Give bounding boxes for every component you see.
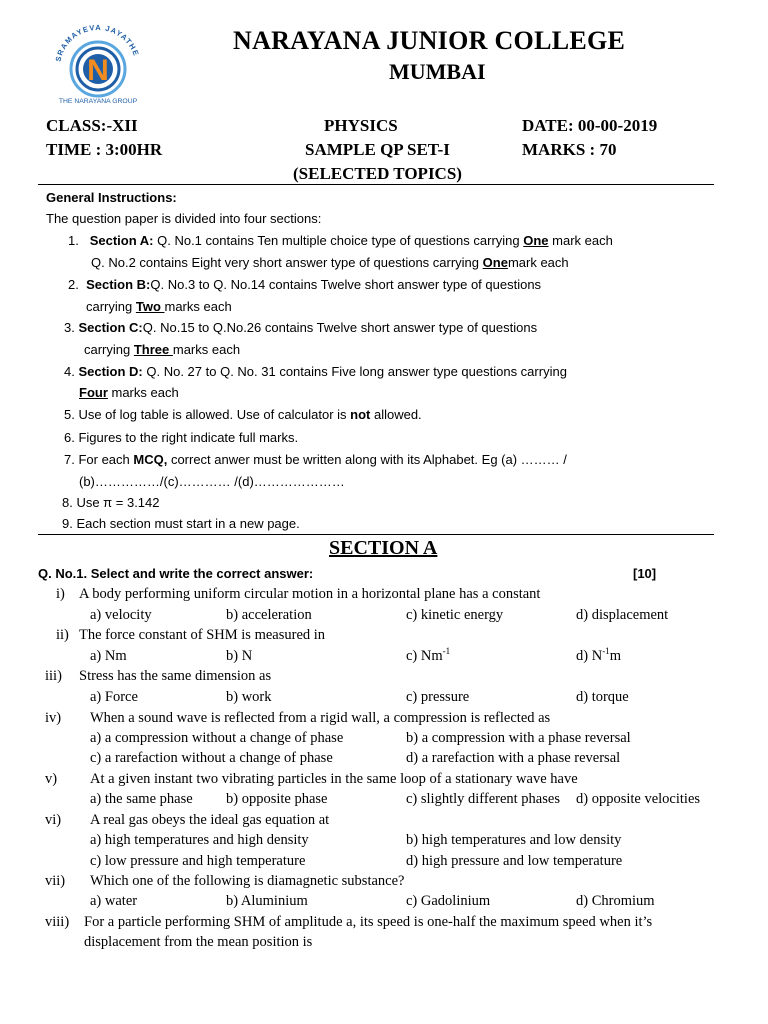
option-c: c) pressure	[406, 689, 470, 705]
instruction-1: 1. Section A: Q. No.1 contains Ten multiple choice type of questions carrying One mark each	[68, 233, 613, 248]
instruction-1-line2: Q. No.2 contains Eight very short answer type of questions carrying Onemark each	[91, 255, 569, 270]
option-d: d) $N^{-1}m$	[576, 646, 621, 664]
logo-group-text: THE NARAYANA GROUP	[58, 98, 138, 105]
option-a: a) velocity	[90, 607, 152, 623]
option-a: a) a compression without a change of phase	[90, 730, 344, 746]
logo-letter: N	[87, 54, 109, 87]
instruction-9: 9. Each section must start in a new page.	[62, 516, 300, 531]
option-b: b) opposite phase	[226, 791, 328, 807]
instruction-7-line2: (b)……………/(c)………… /(d)…………………	[79, 474, 345, 489]
q1-heading: Q. No.1. Select and write the correct answer:	[38, 566, 314, 581]
option-a: a) the same phase	[90, 791, 193, 807]
section-divider	[38, 534, 714, 535]
question-number: viii)	[45, 914, 70, 930]
question-text: A body performing uniform circular motion in a horizontal plane has a constant	[79, 586, 541, 602]
question-number: i)	[56, 586, 65, 602]
option-a: a) Force	[90, 689, 138, 705]
option-b: b) a compression with a phase reversal	[406, 730, 631, 746]
option-d: d) high pressure and low temperature	[406, 853, 623, 869]
question-text: At a given instant two vibrating particles in the same loop of a stationary wave have	[90, 771, 578, 787]
set-label: SAMPLE QP SET-I	[305, 140, 450, 159]
option-d: d) torque	[576, 689, 629, 705]
logo-arc-text: SRAMAYEVA JAYATHE	[53, 22, 142, 63]
logo-emblem-icon	[42, 14, 154, 106]
college-name: NARAYANA JUNIOR COLLEGE	[233, 26, 626, 55]
question-number: vii)	[45, 873, 66, 889]
college-city: MUMBAI	[389, 59, 486, 84]
instruction-2-line2: carrying Two marks each	[86, 299, 232, 314]
instruction-3: 3. Section C:Q. No.15 to Q.No.26 contains Twelve short answer type of questions	[64, 320, 538, 335]
option-c: c) low pressure and high temperature	[90, 853, 306, 869]
college-logo	[42, 14, 154, 106]
question-number: v)	[45, 771, 58, 787]
question-number: ii)	[56, 627, 69, 643]
instruction-3-line2: carrying Three marks each	[84, 342, 241, 357]
question-number: vi)	[45, 812, 62, 828]
option-d: d) opposite velocities	[576, 791, 701, 807]
question-text-line2: displacement from the mean position is	[84, 934, 313, 950]
header-divider	[38, 184, 714, 185]
section-a-title: SECTION A	[329, 537, 438, 559]
question-text: Which one of the following is diamagnetic substance?	[90, 873, 405, 889]
instructions-intro: The question paper is divided into four sections:	[46, 211, 322, 226]
option-b: b) work	[226, 689, 272, 705]
option-c: c) $Nm^{-1}$	[406, 646, 451, 664]
option-a: a) high temperatures and high density	[90, 832, 309, 848]
time-label: TIME : 3:00HR	[46, 140, 163, 159]
topics-label: (SELECTED TOPICS)	[293, 164, 462, 183]
option-c: c) a rarefaction without a change of phase	[90, 750, 333, 766]
q1-marks: [10]	[633, 566, 657, 581]
option-a: a) water	[90, 893, 138, 909]
question-text: The force constant of SHM is measured in	[79, 627, 326, 643]
question-text: For a particle performing SHM of amplitude a, its speed is one-half the maximum speed when it’s	[84, 914, 653, 930]
option-c: c) slightly different phases	[406, 791, 560, 807]
instructions-heading: General Instructions:	[46, 190, 177, 205]
question-text: When a sound wave is reflected from a rigid wall, a compression is reflected as	[90, 710, 551, 726]
option-c: c) kinetic energy	[406, 607, 504, 623]
option-d: d) displacement	[576, 607, 669, 623]
option-d: d) Chromium	[576, 893, 655, 909]
instruction-8: 8. Use π = 3.142	[62, 495, 160, 510]
instruction-4: 4. Section D: Q. No. 27 to Q. No. 31 contains Five long answer type questions carrying	[64, 364, 567, 379]
question-number: iv)	[45, 710, 62, 726]
option-c: c) Gadolinium	[406, 893, 491, 909]
instruction-4-line2: Four marks each	[79, 385, 179, 400]
instruction-5: 5. Use of log table is allowed. Use of calculator is not allowed.	[64, 407, 422, 422]
instruction-2: 2. Section B:Q. No.3 to Q. No.14 contains Twelve short answer type of questions	[68, 277, 542, 292]
option-b: b) acceleration	[226, 607, 312, 623]
subject-label: PHYSICS	[324, 116, 398, 135]
question-text: A real gas obeys the ideal gas equation at	[90, 812, 330, 828]
instruction-7: 7. For each MCQ, correct anwer must be written along with its Alphabet. Eg (a) ……… /	[64, 452, 567, 467]
option-b: b) Aluminium	[226, 893, 308, 909]
option-d: d) a rarefaction with a phase reversal	[406, 750, 621, 766]
option-b: b) high temperatures and low density	[406, 832, 622, 848]
class-label: CLASS:-XII	[46, 116, 138, 135]
option-a: a) Nm	[90, 648, 127, 664]
instruction-6: 6. Figures to the right indicate full marks.	[64, 430, 299, 445]
question-text: Stress has the same dimension as	[79, 668, 272, 684]
question-number: iii)	[45, 668, 62, 684]
option-b: b) N	[226, 648, 253, 664]
date-label: DATE: 00-00-2019	[522, 116, 658, 135]
marks-label: MARKS : 70	[522, 140, 617, 159]
